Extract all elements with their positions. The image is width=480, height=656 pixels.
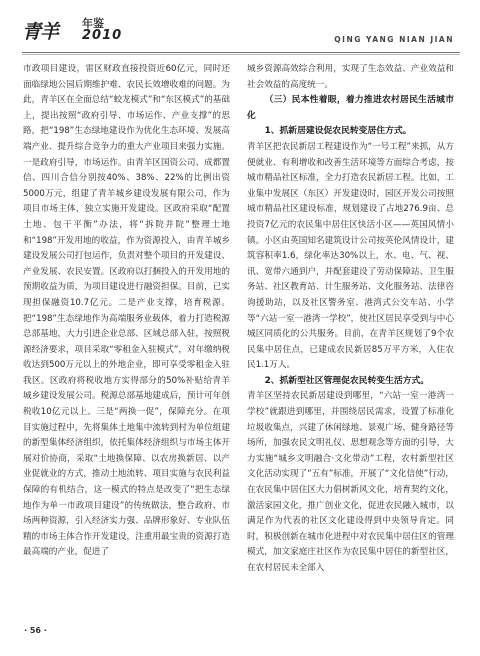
page-header [0,0,480,56]
header-divider [22,52,460,53]
page-number: · 56 · [24,626,47,635]
right-column [247,62,454,577]
yearbook-logo [22,13,122,47]
section-heading: （三）民本性着眼，着力推进农村居民生活城市化 [247,95,454,121]
paragraph: 城乡资源高效综合利用，实现了生态效益、产业效益和社会效益的高度统一。 [247,64,454,90]
logo-year: 2010 [82,28,123,43]
paragraph: 青羊区把农民新居工程建设作为“一号工程”来抓，从方便就业、有利增收和改善生活环境等方面综合考虑，按城市精品社区标准，全力打造农民新居工程。比如，工业集中发展区（东区）开发建设时，园区开发公司按照城市精品社区建设标准，规划建设了占地276.9亩、总投资7亿元的农民集中居住区快活小区——英国风情小镇。小区由英国知名建筑设计公司按英伦风情设计，建筑容积率1.6，绿化率达30%以上，水、电、气、视、讯、宽带六通到户，并配套建设了劳动保障站、卫生服务站、社区教育站、计生服务站、文化服务站、法律咨询援助站，以及社区警务室、港湾式公交车站、小学等“六站一室一港湾一学校”，使社区居民享受到与中心城区同质化的公共服务。目前，在青羊区规划了9个农民集中居住点，已建成农民新居85万平方米，入住农民1.1万人。 [247,141,454,371]
logo-yearbook-label: 年鉴 [82,17,104,30]
paragraph: 青羊区坚持农民新居建设到哪里，“六站一室一港湾一学校”就跟进到哪里，并围绕居民需求，设置了标准化垃圾收集点，兴建了休闲绿地、景观广场、健身路径等场所，加强农民文明礼仪、思想观念等方面的引导，大力实施“城乡文明融合·文化带动”工程，农村新型社区文化活动实现了“五有”标准，开展了“文化信使”行动，在农民集中居住区大力倡树新风文化，培育契约文化，激活家园文化，推广创业文化，促进农民融入城市，以满足作为代表的社区文化建设得到中央领导肯定。同时，积极创新在城市化进程中对农民集中居住区的管理模式，加文家庭庄社区作为农民集中居住的新型社区，在农村居民未全部入 [247,391,454,573]
logo-chinese-title: 青羊 [22,21,59,43]
paragraph: 市政项目建设，雷区财政直接投资近60亿元，同时还面临绿地公园后期维护难、农民长效增收难的问题。为此，青羊区在全面总结“蛟龙模式”和“东区模式”的基础上，提出按照“政府引导、市场运作、产业支撑”的思路，把“198”生态绿地建设作为优化生态环境、发展高端产业、提升综合竞争力的重大产业项目来强力实施。一是政府引导，市场运作。由青羊区国资公司、成都置信、四川合信分别按40%、38%、22%的比例出资5000万元，组建了青羊城乡建设发展有限公司，作为项目市场主体，独立实施开发建设。区政府采取“配置土地、包干平衡”办法，将“拆院并院”整理土地和“198”开发用地的收益，作为资源投入，由青羊城乡建设发展公司打包运作，负责对整个项目的开发建设、产业发展、农民安置。区政府以打捆投入的开发用地的预期收益为质，为项目建设进行融资担保。目前，已实现担保融资10.7亿元。二是产业支撑，培育税源。把“198”生态绿地作为高端服务业载体，着力打造税源总部基地，大力引进企业总部、区域总部入驻，按照税源经济要求，项目采取“零租金入驻模式”，对年缴纳税收达到500万元以上的外地企业，即可享受零租金入驻我区。区政府将税收地方实得部分的50%补贴给青羊城乡建设发展公司。税源总部基地建成后，预计可年创税收10亿元以上。三是“两换一促”，保障充分。在项目实施过程中，先将集体土地集中流转到村为单位组建的新型集体经济组织，依托集体经济组织与市场主体开展对价协商，采取“土地换保障、以农房换新居、以产业促就业的方式，推动土地流转、项目实施与农民利益保障的有机结合，这一模式的特点是改变了“把生态绿地作为单一市政项目建设”的传统做法，整合政府、市场两种资源，引入经济实力强、品牌形象好、专业队伍精的市场主体合作开发建设，注重用最宝贵的资源打造最高端的产业，促进了 [23,64,230,558]
subsection-heading-1: 1、抓新居建设促农民转变居住方式。 [264,126,412,137]
left-column [23,62,230,561]
running-head: QING YANG NIAN JIAN [334,35,454,44]
header-divider-secondary [22,54,460,55]
subsection-heading-2: 2、抓新型社区管理促农民转变生活方式。 [264,375,430,386]
